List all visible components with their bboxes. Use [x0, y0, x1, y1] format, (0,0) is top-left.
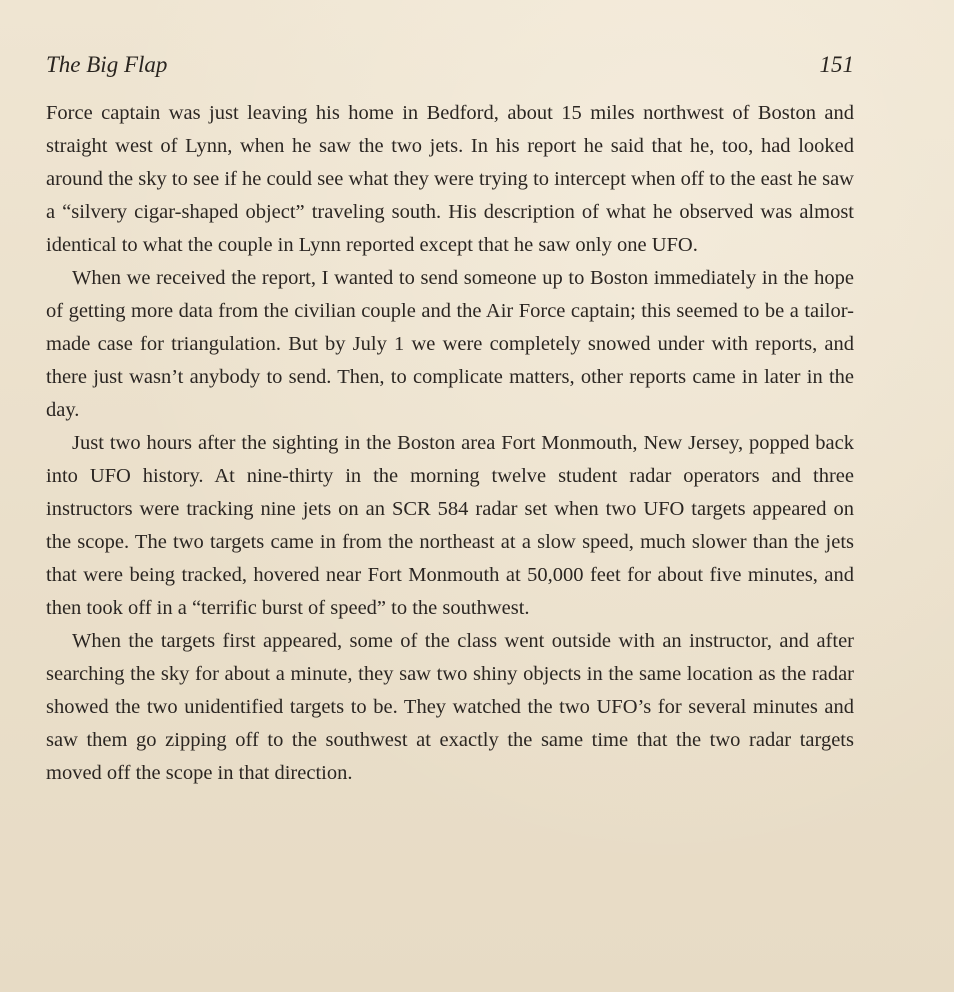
page-number: 151 — [819, 52, 854, 77]
running-header — [46, 52, 854, 86]
body-text — [46, 97, 854, 790]
paragraph-1: Force captain was just leaving his home in Bedford, about 15 miles northwest of Boston and straight west of Lynn, when he saw the two jets. In his report he said that he, too, had looked around the sky to see if he could see what they were trying to intercept when off to the east he saw a “silvery cigar-shaped object” traveling south. His description of what he observed was almost identical to what the couple in Lynn reported except that he saw only one UFO. — [46, 102, 854, 256]
paragraph-2: When we received the report, I wanted to send someone up to Boston immediately in the hope of getting more data from the civilian couple and the Air Force captain; this seemed to be a tailor-made case for triangulation. But by July 1 we were completely snowed under with reports, and there just wasn’t anybody to send. Then, to complicate matters, other reports came in later in the day. — [46, 267, 854, 421]
paragraph-3: Just two hours after the sighting in the Boston area Fort Monmouth, New Jersey, popped back into UFO history. At nine-thirty in the morning twelve student radar operators and three instructors were tracking nine jets on an SCR 584 radar set when two UFO targets appeared on the scope. The two targets came in from the northeast at a slow speed, much slower than the jets that were being tracked, hovered near Fort Monmouth at 50,000 feet for about five minutes, and then took off in a “terrific burst of speed” to the southwest. — [46, 432, 854, 619]
running-title: The Big Flap — [46, 52, 168, 77]
paragraph-4: When the targets first appeared, some of the class went outside with an instructor, and after searching the sky for about a minute, they saw two shiny objects in the same location as the radar showed the two unidentified targets to be. They watched the two UFO’s for several minutes and saw them go zipping off to the southwest at exactly the same time that the two radar targets moved off the scope in that direction. — [46, 630, 854, 784]
